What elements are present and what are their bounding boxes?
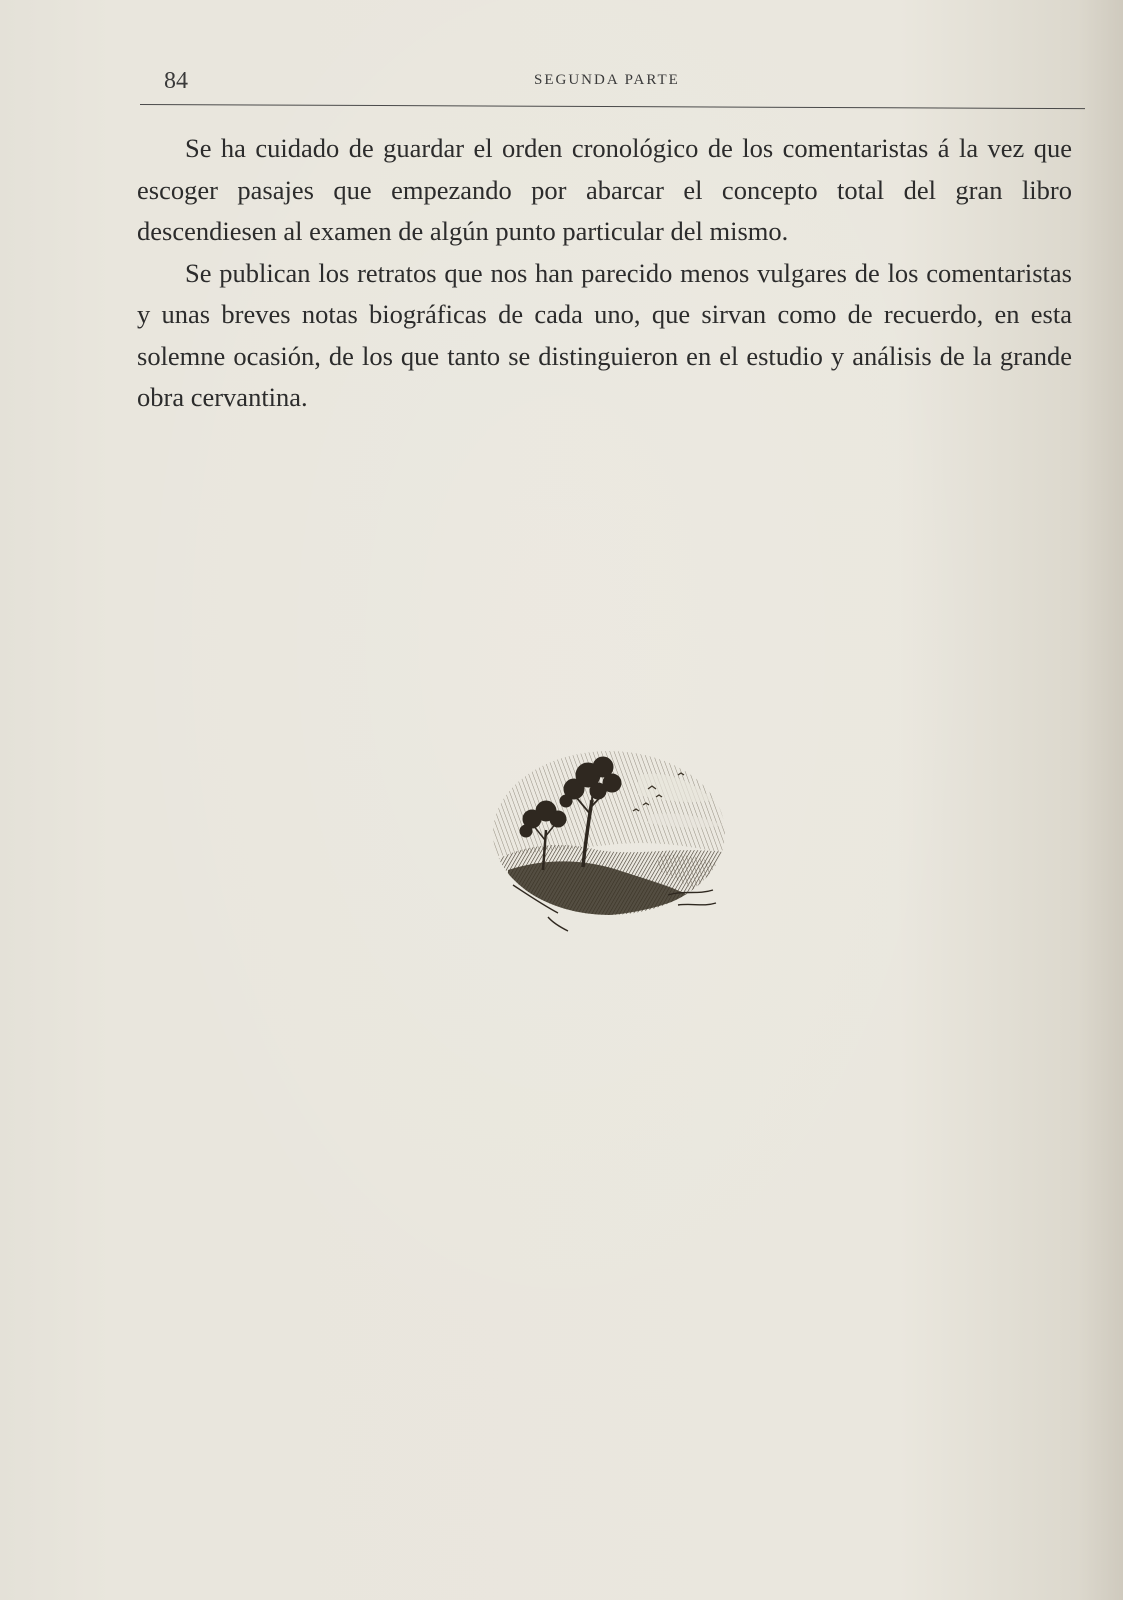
landscape-vignette-icon: [488, 745, 730, 935]
paragraph-2: Se publican los retratos que nos han parecido menos vulgares de los comentaristas y unas breves notas biográficas de cada uno, que sirvan como de recuerdo, en esta solemne ocasión, de los que tanto se distinguieron en el estudio y análisis de la grande obra cervantina.: [137, 257, 1072, 412]
running-title: SEGUNDA PARTE: [534, 72, 680, 88]
running-head: [140, 64, 1080, 104]
header-rule: [140, 104, 1085, 109]
paragraph-1: Se ha cuidado de guardar el orden cronológico de los comentaristas á la vez que escoger pasajes que empezando por abarcar el concepto total del gran libro descendiesen al examen de algún punto particular del mismo.: [137, 133, 1072, 246]
page-number: 84: [164, 68, 188, 94]
body-text: [137, 128, 1072, 419]
